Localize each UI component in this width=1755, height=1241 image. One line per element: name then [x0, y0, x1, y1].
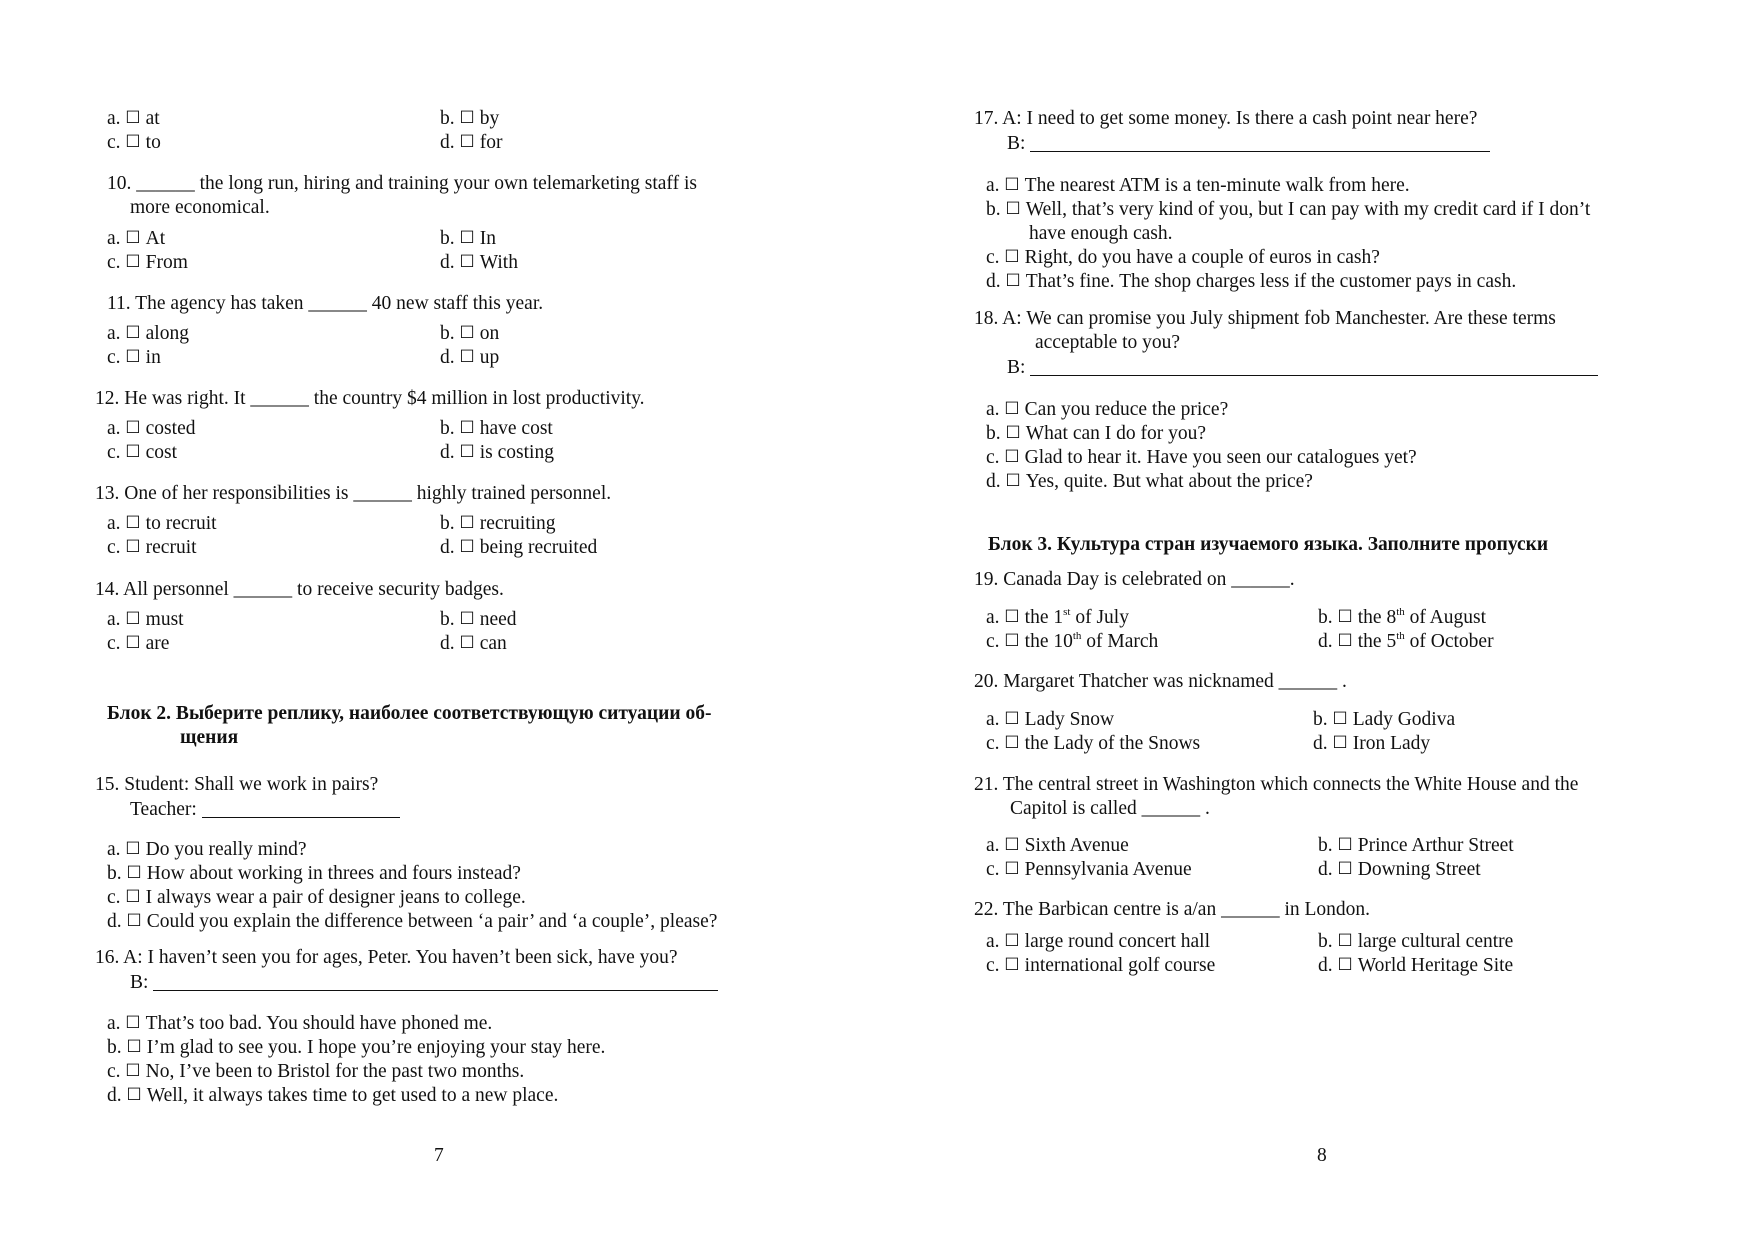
option[interactable]: c. ☐ international golf course: [986, 955, 1216, 976]
checkbox-icon[interactable]: ☐: [459, 609, 475, 629]
block-3-heading: [877, 533, 1755, 557]
right-page: [877, 0, 1755, 1241]
checkbox-icon[interactable]: ☐: [1337, 835, 1353, 855]
checkbox-icon[interactable]: ☐: [125, 347, 141, 367]
option-text-cont: have enough cash.: [1029, 223, 1173, 244]
checkbox-icon[interactable]: ☐: [459, 323, 475, 343]
answer-line[interactable]: Teacher:: [130, 797, 400, 822]
checkbox-icon[interactable]: ☐: [126, 1037, 142, 1057]
question-text-cont: Capitol is called ______ .: [1010, 798, 1210, 819]
q9-options: [0, 107, 877, 155]
option[interactable]: b. ☐ by: [440, 108, 500, 129]
option[interactable]: d. ☐ World Heritage Site: [1318, 955, 1514, 976]
checkbox-icon[interactable]: ☐: [125, 513, 141, 533]
q18-options: [877, 398, 1755, 494]
option[interactable]: d. ☐ can: [440, 633, 507, 654]
q21-options: [877, 834, 1755, 882]
option[interactable]: d. ☐ That’s fine. The shop charges less if the customer pays in cash.: [986, 271, 1517, 292]
question-text: 12. He was right. It ______ the country $4 million in lost productivity.: [95, 388, 645, 409]
option[interactable]: b. ☐ Lady Godiva: [1313, 709, 1456, 730]
option[interactable]: c. ☐ Glad to hear it. Have you seen our catalogues yet?: [986, 447, 1417, 468]
option[interactable]: d. ☐ is costing: [440, 442, 554, 463]
question-13: [0, 482, 877, 506]
checkbox-icon[interactable]: ☐: [1337, 631, 1353, 651]
question-text: 13. One of her responsibilities is ______ highly trained personnel.: [95, 483, 612, 504]
option[interactable]: d. ☐ for: [440, 132, 503, 153]
option[interactable]: d. ☐ Could you explain the difference between ‘a pair’ and ‘a couple’, please?: [107, 911, 718, 932]
checkbox-icon[interactable]: ☐: [459, 418, 475, 438]
checkbox-icon[interactable]: ☐: [1332, 709, 1348, 729]
option[interactable]: c. ☐ the Lady of the Snows: [986, 733, 1201, 754]
option[interactable]: b. ☐ on: [440, 323, 500, 344]
question-text: 16. A: I haven’t seen you for ages, Peter. You haven’t been sick, have you?: [95, 947, 678, 968]
checkbox-icon[interactable]: ☐: [1004, 399, 1020, 419]
option[interactable]: d. ☐ the 5th of October: [1318, 629, 1494, 652]
answer-line[interactable]: B:: [1007, 355, 1598, 380]
checkbox-icon[interactable]: ☐: [1004, 447, 1020, 467]
q15-options: [0, 838, 877, 934]
checkbox-icon[interactable]: ☐: [1337, 955, 1353, 975]
checkbox-icon[interactable]: ☐: [1337, 607, 1353, 627]
checkbox-icon[interactable]: ☐: [1005, 271, 1021, 291]
option[interactable]: c. ☐ No, I’ve been to Bristol for the past two months.: [107, 1061, 525, 1082]
checkbox-icon[interactable]: ☐: [1004, 733, 1020, 753]
checkbox-icon[interactable]: ☐: [1004, 709, 1020, 729]
q19-options: [877, 606, 1755, 654]
question-text: 15. Student: Shall we work in pairs?: [95, 774, 379, 795]
checkbox-icon[interactable]: ☐: [125, 252, 141, 272]
question-text: 19. Canada Day is celebrated on ______.: [974, 569, 1295, 590]
question-text: 18. A: We can promise you July shipment fob Manchester. Are these terms: [974, 308, 1556, 329]
checkbox-icon[interactable]: ☐: [125, 887, 141, 907]
q22-options: [877, 930, 1755, 978]
checkbox-icon[interactable]: ☐: [1004, 175, 1020, 195]
q20-options: [877, 708, 1755, 756]
checkbox-icon[interactable]: ☐: [125, 108, 141, 128]
question-18: [877, 307, 1755, 379]
question-text-cont: acceptable to you?: [1035, 332, 1181, 353]
option[interactable]: a. ☐ costed: [107, 418, 196, 439]
checkbox-icon[interactable]: ☐: [459, 633, 475, 653]
question-22: [877, 898, 1755, 922]
option[interactable]: a. ☐ large round concert hall: [986, 931, 1211, 952]
option[interactable]: c. ☐ to: [107, 132, 161, 153]
checkbox-icon[interactable]: ☐: [459, 108, 475, 128]
heading-line: Блок 3. Культура стран изучаемого языка. Заполните пропуски: [988, 534, 1549, 555]
block-2-heading: [0, 702, 877, 750]
option[interactable]: d. ☐ Downing Street: [1318, 859, 1481, 880]
heading-line: Блок 2. Выберите реплику, наиболее соответствующую ситуации об-: [107, 703, 712, 724]
checkbox-icon[interactable]: ☐: [459, 442, 475, 462]
checkbox-icon[interactable]: ☐: [1004, 247, 1020, 267]
q13-options: [0, 512, 877, 560]
checkbox-icon[interactable]: ☐: [1337, 859, 1353, 879]
option[interactable]: c. ☐ Right, do you have a couple of euros in cash?: [986, 247, 1380, 268]
question-text: 17. A: I need to get some money. Is there a cash point near here?: [974, 108, 1478, 129]
checkbox-icon[interactable]: ☐: [125, 1013, 141, 1033]
option[interactable]: b. ☐ How about working in threes and fours instead?: [107, 863, 521, 884]
option[interactable]: d. ☐ up: [440, 347, 500, 368]
checkbox-icon[interactable]: ☐: [459, 252, 475, 272]
option[interactable]: a. ☐ At: [107, 228, 166, 249]
question-15: [0, 773, 877, 821]
option[interactable]: a. ☐ Lady Snow: [986, 709, 1115, 730]
question-text: 21. The central street in Washington which connects the White House and the: [974, 774, 1579, 795]
checkbox-icon[interactable]: ☐: [126, 863, 142, 883]
checkbox-icon[interactable]: ☐: [1005, 199, 1021, 219]
question-text: 22. The Barbican centre is a/an ______ in London.: [974, 899, 1371, 920]
checkbox-icon[interactable]: ☐: [125, 418, 141, 438]
checkbox-icon[interactable]: ☐: [125, 609, 141, 629]
question-19: [877, 568, 1755, 592]
option[interactable]: b. ☐ In: [440, 228, 496, 249]
checkbox-icon[interactable]: ☐: [126, 1085, 142, 1105]
checkbox-icon[interactable]: ☐: [125, 132, 141, 152]
option[interactable]: c. ☐ recruit: [107, 537, 197, 558]
question-text: 10. ______ the long run, hiring and training your own telemarketing staff is: [107, 173, 697, 194]
option[interactable]: b. ☐ What can I do for you?: [986, 423, 1207, 444]
option[interactable]: a. ☐ to recruit: [107, 513, 217, 534]
option[interactable]: a. ☐ The nearest ATM is a ten-minute walk from here.: [986, 175, 1410, 196]
option[interactable]: c. ☐ I always wear a pair of designer jeans to college.: [107, 887, 526, 908]
option[interactable]: a. ☐ Sixth Avenue: [986, 835, 1129, 856]
question-text-cont: more economical.: [130, 197, 270, 218]
option[interactable]: d. ☐ With: [440, 252, 518, 273]
answer-line[interactable]: B:: [130, 970, 718, 995]
checkbox-icon[interactable]: ☐: [1337, 931, 1353, 951]
question-20: [877, 670, 1755, 694]
option[interactable]: b. ☐ Prince Arthur Street: [1318, 835, 1514, 856]
option[interactable]: d. ☐ Iron Lady: [1313, 733, 1431, 754]
option[interactable]: b. ☐ recruiting: [440, 513, 556, 534]
option[interactable]: a. ☐ must: [107, 609, 184, 630]
answer-line[interactable]: B:: [1007, 131, 1490, 156]
checkbox-icon[interactable]: ☐: [459, 132, 475, 152]
q11-options: [0, 322, 877, 370]
checkbox-icon[interactable]: ☐: [1004, 859, 1020, 879]
option[interactable]: c. ☐ are: [107, 633, 170, 654]
option[interactable]: b. ☐ the 8th of August: [1318, 605, 1487, 628]
option[interactable]: b. ☐ large cultural centre: [1318, 931, 1514, 952]
option[interactable]: b. ☐ I’m glad to see you. I hope you’re enjoying your stay here.: [107, 1037, 606, 1058]
question-11: [0, 292, 877, 316]
checkbox-icon[interactable]: ☐: [1004, 955, 1020, 975]
q17-options: [877, 174, 1755, 294]
checkbox-icon[interactable]: ☐: [1004, 835, 1020, 855]
left-page: [0, 0, 877, 1241]
option[interactable]: d. ☐ Yes, quite. But what about the price?: [986, 471, 1313, 492]
page-number: 8: [1317, 1145, 1327, 1166]
option[interactable]: a. ☐ at: [107, 108, 160, 129]
checkbox-icon[interactable]: ☐: [125, 1061, 141, 1081]
option[interactable]: b. ☐ Well, that’s very kind of you, but I can pay with my credit card if I don’t: [986, 199, 1591, 220]
option[interactable]: c. ☐ in: [107, 347, 161, 368]
option[interactable]: b. ☐ need: [440, 609, 517, 630]
page-number: 7: [434, 1145, 444, 1166]
heading-line: щения: [180, 727, 239, 748]
option[interactable]: a. ☐ Can you reduce the price?: [986, 399, 1229, 420]
option[interactable]: a. ☐ Do you really mind?: [107, 839, 307, 860]
question-text: 14. All personnel ______ to receive security badges.: [95, 579, 504, 600]
checkbox-icon[interactable]: ☐: [125, 228, 141, 248]
checkbox-icon[interactable]: ☐: [459, 347, 475, 367]
option[interactable]: d. ☐ being recruited: [440, 537, 598, 558]
option[interactable]: c. ☐ Pennsylvania Avenue: [986, 859, 1192, 880]
option[interactable]: a. ☐ the 1st of July: [986, 605, 1129, 628]
checkbox-icon[interactable]: ☐: [1005, 423, 1021, 443]
q16-options: [0, 1012, 877, 1108]
q14-options: [0, 608, 877, 656]
question-14: [0, 578, 877, 602]
q12-options: [0, 417, 877, 465]
option[interactable]: a. ☐ That’s too bad. You should have phoned me.: [107, 1013, 493, 1034]
checkbox-icon[interactable]: ☐: [1332, 733, 1348, 753]
checkbox-icon[interactable]: ☐: [1004, 607, 1020, 627]
checkbox-icon[interactable]: ☐: [125, 633, 141, 653]
option[interactable]: b. ☐ have cost: [440, 418, 553, 439]
question-10: [0, 172, 877, 220]
checkbox-icon[interactable]: ☐: [1005, 471, 1021, 491]
option[interactable]: c. ☐ the 10th of March: [986, 629, 1159, 652]
checkbox-icon[interactable]: ☐: [125, 442, 141, 462]
checkbox-icon[interactable]: ☐: [459, 537, 475, 557]
checkbox-icon[interactable]: ☐: [125, 839, 141, 859]
question-text: 11. The agency has taken ______ 40 new staff this year.: [107, 293, 544, 314]
question-17: [877, 107, 1755, 155]
option[interactable]: c. ☐ cost: [107, 442, 178, 463]
question-21: [877, 773, 1755, 821]
question-12: [0, 387, 877, 411]
option[interactable]: c. ☐ From: [107, 252, 188, 273]
question-text: 20. Margaret Thatcher was nicknamed ______ .: [974, 671, 1347, 692]
option[interactable]: d. ☐ Well, it always takes time to get used to a new place.: [107, 1085, 559, 1106]
checkbox-icon[interactable]: ☐: [125, 323, 141, 343]
option[interactable]: a. ☐ along: [107, 323, 189, 344]
checkbox-icon[interactable]: ☐: [125, 537, 141, 557]
question-16: [0, 946, 877, 994]
q10-options: [0, 227, 877, 275]
checkbox-icon[interactable]: ☐: [459, 513, 475, 533]
checkbox-icon[interactable]: ☐: [126, 911, 142, 931]
checkbox-icon[interactable]: ☐: [459, 228, 475, 248]
checkbox-icon[interactable]: ☐: [1004, 631, 1020, 651]
checkbox-icon[interactable]: ☐: [1004, 931, 1020, 951]
